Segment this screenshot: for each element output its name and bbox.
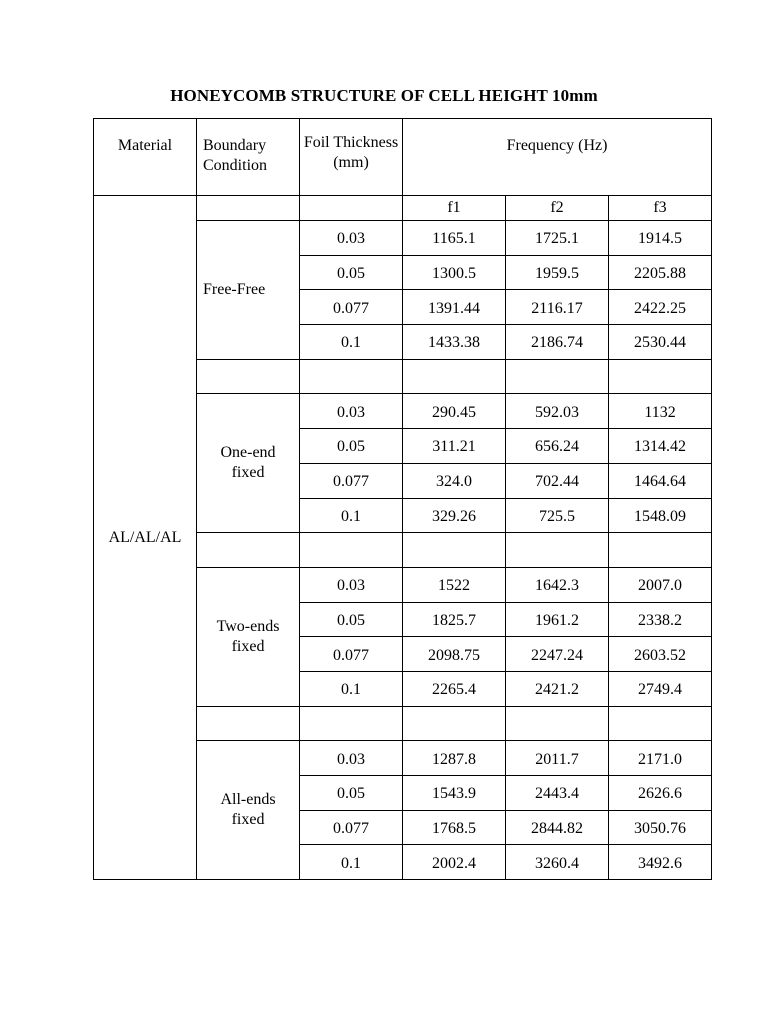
f1-cell: 329.26 xyxy=(403,498,506,533)
f1-cell: 1287.8 xyxy=(403,741,506,776)
f3-cell: 2603.52 xyxy=(609,637,712,672)
f2-cell: 1642.3 xyxy=(506,567,609,602)
header-f2: f2 xyxy=(506,196,609,221)
f2-cell: 702.44 xyxy=(506,463,609,498)
f1-cell: 1433.38 xyxy=(403,325,506,360)
thickness-cell: 0.077 xyxy=(300,463,403,498)
f2-cell: 2116.17 xyxy=(506,290,609,325)
empty-cell xyxy=(403,359,506,394)
empty-cell xyxy=(609,359,712,394)
page-title: HONEYCOMB STRUCTURE OF CELL HEIGHT 10mm xyxy=(170,86,598,105)
thickness-cell: 0.1 xyxy=(300,671,403,706)
empty-cell xyxy=(197,706,300,741)
header-row xyxy=(94,119,712,196)
f1-cell: 1391.44 xyxy=(403,290,506,325)
subheader-row xyxy=(94,196,712,221)
f3-cell: 3492.6 xyxy=(609,845,712,880)
material-cell: AL/AL/AL xyxy=(94,196,197,880)
empty-cell xyxy=(197,359,300,394)
f3-cell: 2171.0 xyxy=(609,741,712,776)
f2-cell: 1959.5 xyxy=(506,255,609,290)
f1-cell: 2002.4 xyxy=(403,845,506,880)
f3-cell: 2205.88 xyxy=(609,255,712,290)
empty-cell xyxy=(300,359,403,394)
thickness-cell: 0.1 xyxy=(300,325,403,360)
thickness-cell: 0.05 xyxy=(300,429,403,464)
thickness-cell: 0.077 xyxy=(300,810,403,845)
f1-cell: 290.45 xyxy=(403,394,506,429)
f2-cell: 2247.24 xyxy=(506,637,609,672)
f2-cell: 2844.82 xyxy=(506,810,609,845)
header-f3: f3 xyxy=(609,196,712,221)
f2-cell: 1725.1 xyxy=(506,221,609,256)
header-frequency: Frequency (Hz) xyxy=(403,119,712,196)
f1-cell: 1825.7 xyxy=(403,602,506,637)
f1-cell: 1543.9 xyxy=(403,776,506,811)
header-foil-thickness: Foil Thickness (mm) xyxy=(300,119,403,196)
header-f1: f1 xyxy=(403,196,506,221)
header-boundary-condition: Boundary Condition xyxy=(197,119,300,196)
f3-cell: 1548.09 xyxy=(609,498,712,533)
f3-cell: 1914.5 xyxy=(609,221,712,256)
f3-cell: 2007.0 xyxy=(609,567,712,602)
empty-cell xyxy=(403,706,506,741)
f2-cell: 2443.4 xyxy=(506,776,609,811)
thickness-cell: 0.1 xyxy=(300,498,403,533)
f2-cell: 2421.2 xyxy=(506,671,609,706)
boundary-condition-cell: All-ends fixed xyxy=(197,741,300,880)
thickness-cell: 0.077 xyxy=(300,637,403,672)
empty-cell xyxy=(609,533,712,568)
empty-cell xyxy=(403,533,506,568)
f3-cell: 2749.4 xyxy=(609,671,712,706)
f2-cell: 2186.74 xyxy=(506,325,609,360)
subheader-empty xyxy=(197,196,300,221)
empty-cell xyxy=(506,533,609,568)
thickness-cell: 0.1 xyxy=(300,845,403,880)
f1-cell: 2265.4 xyxy=(403,671,506,706)
frequency-table xyxy=(93,118,712,880)
f3-cell: 1132 xyxy=(609,394,712,429)
f1-cell: 1300.5 xyxy=(403,255,506,290)
thickness-cell: 0.05 xyxy=(300,602,403,637)
header-material: Material xyxy=(94,119,197,196)
f2-cell: 1961.2 xyxy=(506,602,609,637)
thickness-cell: 0.03 xyxy=(300,221,403,256)
f3-cell: 2338.2 xyxy=(609,602,712,637)
empty-cell xyxy=(300,533,403,568)
subheader-empty xyxy=(300,196,403,221)
f2-cell: 592.03 xyxy=(506,394,609,429)
f1-cell: 1165.1 xyxy=(403,221,506,256)
f1-cell: 311.21 xyxy=(403,429,506,464)
f1-cell: 2098.75 xyxy=(403,637,506,672)
f3-cell: 1314.42 xyxy=(609,429,712,464)
f2-cell: 656.24 xyxy=(506,429,609,464)
thickness-cell: 0.05 xyxy=(300,776,403,811)
boundary-condition-cell: Free-Free xyxy=(197,221,300,360)
f3-cell: 2530.44 xyxy=(609,325,712,360)
f3-cell: 2626.6 xyxy=(609,776,712,811)
f1-cell: 324.0 xyxy=(403,463,506,498)
f1-cell: 1768.5 xyxy=(403,810,506,845)
thickness-cell: 0.05 xyxy=(300,255,403,290)
empty-cell xyxy=(506,706,609,741)
f1-cell: 1522 xyxy=(403,567,506,602)
f3-cell: 1464.64 xyxy=(609,463,712,498)
thickness-cell: 0.03 xyxy=(300,394,403,429)
boundary-condition-cell: Two-ends fixed xyxy=(197,567,300,706)
empty-cell xyxy=(506,359,609,394)
thickness-cell: 0.03 xyxy=(300,741,403,776)
boundary-condition-cell: One-end fixed xyxy=(197,394,300,533)
f2-cell: 3260.4 xyxy=(506,845,609,880)
empty-cell xyxy=(609,706,712,741)
thickness-cell: 0.03 xyxy=(300,567,403,602)
f3-cell: 2422.25 xyxy=(609,290,712,325)
empty-cell xyxy=(300,706,403,741)
f2-cell: 725.5 xyxy=(506,498,609,533)
thickness-cell: 0.077 xyxy=(300,290,403,325)
f3-cell: 3050.76 xyxy=(609,810,712,845)
empty-cell xyxy=(197,533,300,568)
f2-cell: 2011.7 xyxy=(506,741,609,776)
